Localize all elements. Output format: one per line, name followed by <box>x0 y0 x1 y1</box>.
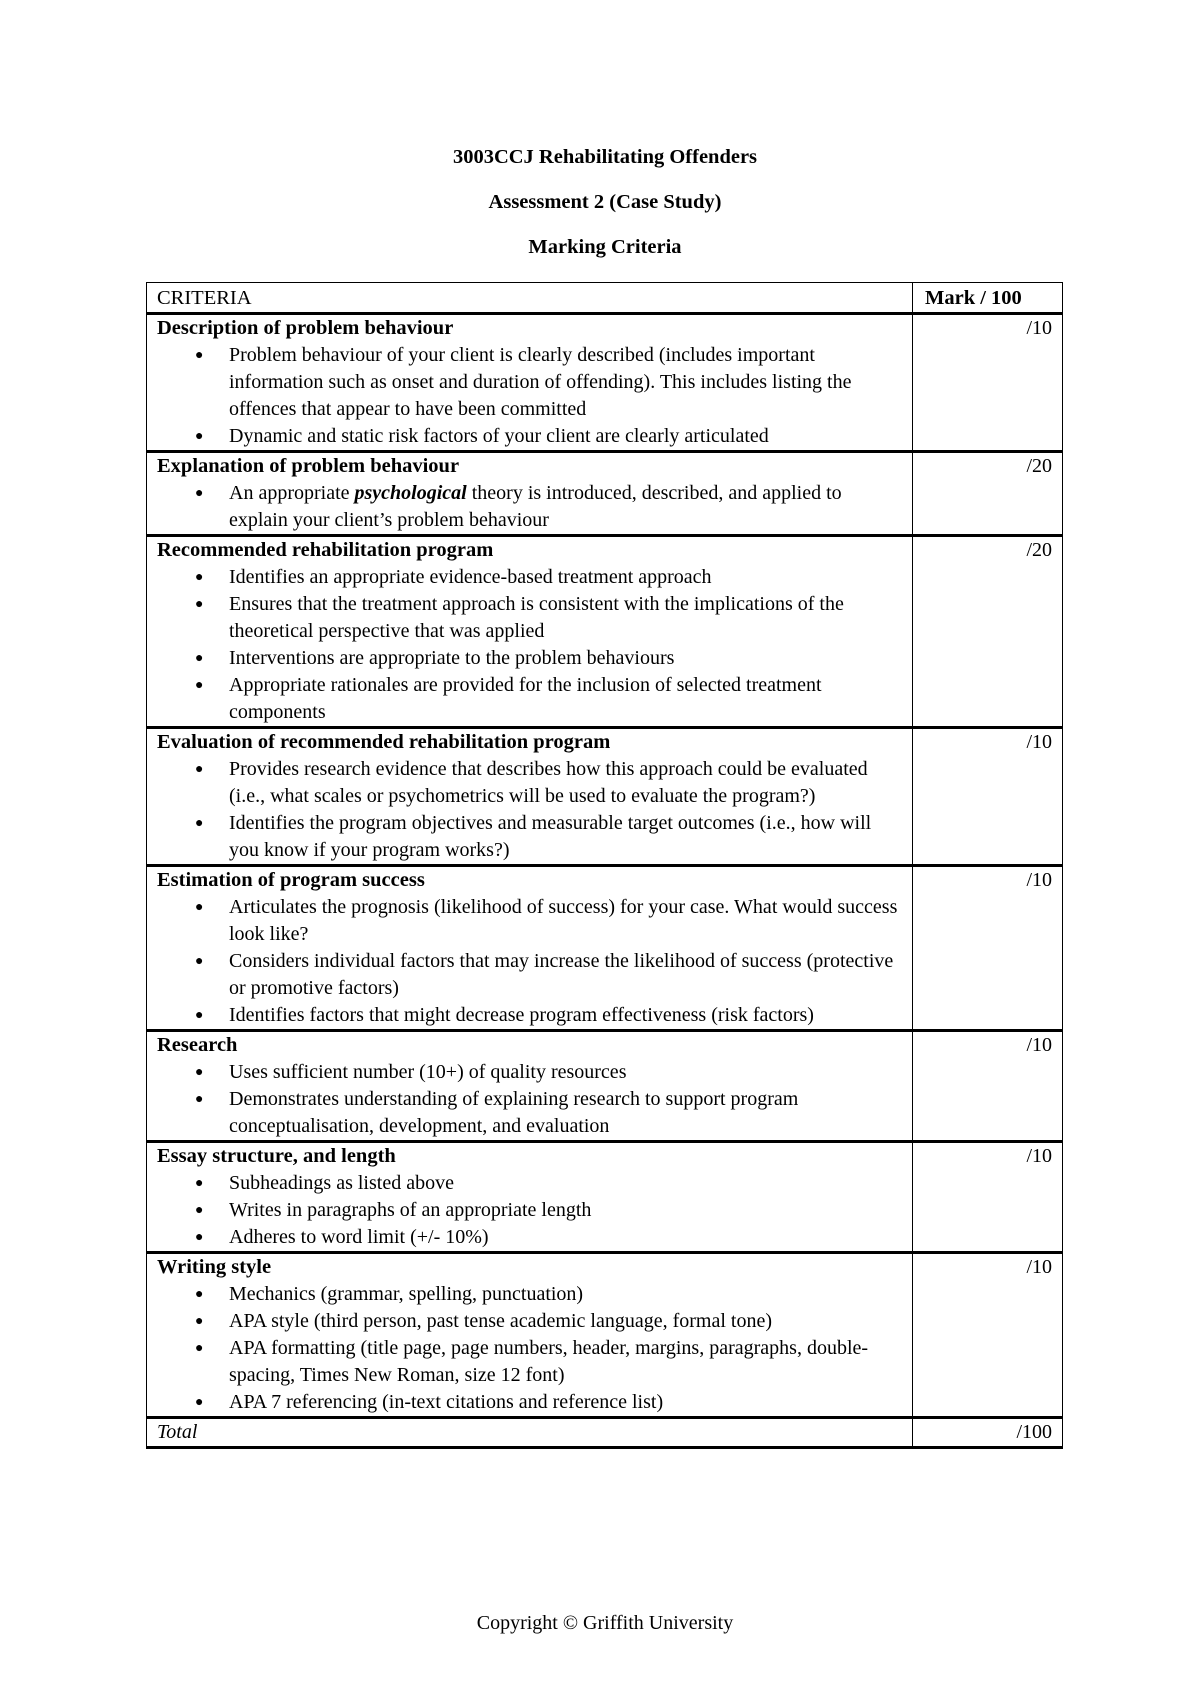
list-item <box>157 342 902 423</box>
bullet-icon: ● <box>195 1314 204 1329</box>
mark-cell: /10 <box>913 866 1063 1031</box>
course-title: 3003CCJ Rehabilitating Offenders <box>452 146 758 168</box>
criteria-title: Essay structure, and length <box>157 1145 396 1167</box>
bullet-icon: ● <box>195 1176 204 1191</box>
criteria-row <box>147 1031 1063 1142</box>
list-item-text: Considers individual factors that may increase the likelihood of success (protective or promotive factors) <box>229 950 894 999</box>
criteria-cell <box>147 866 913 1031</box>
list-item <box>157 756 902 810</box>
list-item-text: Identifies an appropriate evidence-based treatment approach <box>229 566 712 588</box>
mark-cell: /10 <box>913 314 1063 452</box>
bullet-icon: ● <box>195 678 204 693</box>
list-item-text: APA 7 referencing (in-text citations and reference list) <box>229 1391 664 1413</box>
list-item <box>157 645 902 672</box>
criteria-row <box>147 536 1063 728</box>
list-item <box>157 1389 902 1416</box>
criteria-cell <box>147 1253 913 1418</box>
list-item <box>157 423 902 450</box>
criteria-title: Writing style <box>157 1256 272 1278</box>
list-item-text: Dynamic and static risk factors of your client are clearly articulated <box>229 425 769 447</box>
list-item-text: Ensures that the treatment approach is consistent with the implications of the theoretical perspective that was applied <box>229 593 844 642</box>
list-item-text: Adheres to word limit (+/- 10%) <box>229 1226 489 1248</box>
list-item <box>157 480 902 534</box>
criteria-items-list <box>157 480 902 534</box>
mark-cell: /10 <box>913 1031 1063 1142</box>
bullet-icon: ● <box>195 486 204 501</box>
criteria-title: Recommended rehabilitation program <box>157 539 494 561</box>
total-row <box>147 1418 1063 1448</box>
mark-cell: /20 <box>913 452 1063 536</box>
bullet-icon: ● <box>195 429 204 444</box>
criteria-cell <box>147 314 913 452</box>
list-item-text: Uses sufficient number (10+) of quality resources <box>229 1061 627 1083</box>
list-item-text: Mechanics (grammar, spelling, punctuation) <box>229 1283 584 1305</box>
bullet-icon: ● <box>195 1065 204 1080</box>
mark-column-header: Mark / 100 <box>913 283 1063 314</box>
list-item <box>157 1086 902 1140</box>
criteria-items-list <box>157 756 902 864</box>
list-item-text: Articulates the prognosis (likelihood of success) for your case. What would success look like? <box>229 896 898 945</box>
bullet-icon: ● <box>195 570 204 585</box>
criteria-row <box>147 866 1063 1031</box>
list-item <box>157 1002 902 1029</box>
criteria-title: Evaluation of recommended rehabilitation program <box>157 731 611 753</box>
criteria-cell <box>147 452 913 536</box>
criteria-items-list <box>157 1059 902 1140</box>
criteria-cell <box>147 728 913 866</box>
criteria-items-list <box>157 1281 902 1416</box>
criteria-items-list <box>157 342 902 450</box>
list-item-text: APA formatting (title page, page numbers, header, margins, paragraphs, double-spacing, Times New Roman, size 12 font) <box>229 1337 869 1386</box>
list-item-text: Appropriate rationales are provided for the inclusion of selected treatment components <box>229 674 822 723</box>
marking-criteria-heading: Marking Criteria <box>528 236 682 258</box>
criteria-title: Research <box>157 1034 238 1056</box>
list-item <box>157 672 902 726</box>
list-item-text: Demonstrates understanding of explaining research to support program conceptualisation, development, and evaluation <box>229 1088 799 1137</box>
criteria-items-list <box>157 1170 902 1251</box>
bullet-icon: ● <box>195 1341 204 1356</box>
list-item-text: Identifies the program objectives and measurable target outcomes (i.e., how will you know if your program works?) <box>229 812 872 861</box>
criteria-title: Description of problem behaviour <box>157 317 454 339</box>
list-item <box>157 1281 902 1308</box>
bullet-icon: ● <box>195 1008 204 1023</box>
criteria-row <box>147 1253 1063 1418</box>
bullet-icon: ● <box>195 651 204 666</box>
list-item <box>157 564 902 591</box>
bullet-icon: ● <box>195 1287 204 1302</box>
bullet-icon: ● <box>195 762 204 777</box>
marking-criteria-table <box>146 282 1063 1449</box>
criteria-column-header: CRITERIA <box>147 283 913 314</box>
list-item-text: Subheadings as listed above <box>229 1172 454 1194</box>
list-item <box>157 1197 902 1224</box>
criteria-cell <box>147 536 913 728</box>
assessment-title: Assessment 2 (Case Study) <box>488 191 722 213</box>
bullet-icon: ● <box>195 348 204 363</box>
bullet-icon: ● <box>195 1230 204 1245</box>
list-item <box>157 894 902 948</box>
criteria-body <box>147 314 1063 1418</box>
bullet-icon: ● <box>195 1395 204 1410</box>
total-label: Total <box>147 1418 913 1448</box>
criteria-cell <box>147 1142 913 1253</box>
criteria-title: Explanation of problem behaviour <box>157 455 460 477</box>
list-item <box>157 948 902 1002</box>
list-item-text: Interventions are appropriate to the problem behaviours <box>229 647 675 669</box>
list-item-text: Writes in paragraphs of an appropriate length <box>229 1199 592 1221</box>
emphasized-term: psychological <box>354 482 467 504</box>
bullet-icon: ● <box>195 1092 204 1107</box>
mark-cell: /10 <box>913 1253 1063 1418</box>
list-item <box>157 1308 902 1335</box>
mark-cell: /20 <box>913 536 1063 728</box>
criteria-row <box>147 728 1063 866</box>
bullet-icon: ● <box>195 1203 204 1218</box>
list-item <box>157 1335 902 1389</box>
criteria-items-list <box>157 894 902 1029</box>
list-item <box>157 1224 902 1251</box>
list-item-text: Problem behaviour of your client is clearly described (includes important information such as onset and duration of offending). This includes listing the offences that appear to have been committed <box>229 344 852 420</box>
list-item <box>157 1059 902 1086</box>
bullet-icon: ● <box>195 816 204 831</box>
criteria-row <box>147 452 1063 536</box>
list-item <box>157 591 902 645</box>
criteria-items-list <box>157 564 902 726</box>
list-item-text: APA style (third person, past tense academic language, formal tone) <box>229 1310 772 1332</box>
criteria-row <box>147 314 1063 452</box>
criteria-cell <box>147 1031 913 1142</box>
list-item <box>157 1170 902 1197</box>
list-item-text: Provides research evidence that describes how this approach could be evaluated (i.e., what scales or psychometrics will be used to evaluate the program?) <box>229 758 868 807</box>
document-header <box>0 146 1200 258</box>
criteria-title: Estimation of program success <box>157 869 425 891</box>
table-header-row <box>147 283 1063 314</box>
list-item-text: theory is introduced, described, and applied to explain your client’s problem behaviour <box>229 482 842 531</box>
mark-cell: /10 <box>913 728 1063 866</box>
copyright-footer: Copyright © Griffith University <box>476 1612 734 1634</box>
list-item <box>157 810 902 864</box>
bullet-icon: ● <box>195 597 204 612</box>
total-mark: /100 <box>913 1418 1063 1448</box>
mark-cell: /10 <box>913 1142 1063 1253</box>
list-item-text: Identifies factors that might decrease program effectiveness (risk factors) <box>229 1004 814 1026</box>
list-item-text: An appropriate <box>229 482 355 504</box>
bullet-icon: ● <box>195 954 204 969</box>
bullet-icon: ● <box>195 900 204 915</box>
criteria-row <box>147 1142 1063 1253</box>
